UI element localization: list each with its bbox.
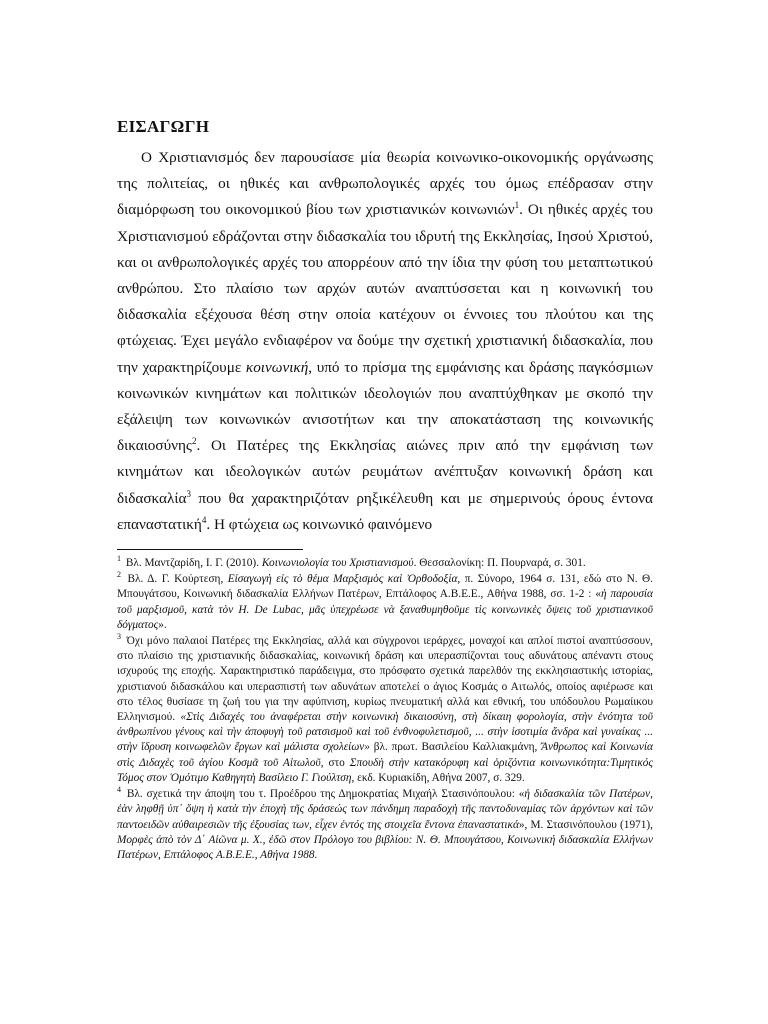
footnote-italic: ἡ παρουσία τοῦ μαρξισμοῦ, κατὰ τὸν Η. De Lubac, μᾶς ὑπεχρέωσε νὰ ξαναθυμηθοῦμε τὶς κοινωνικὲς ὄψεις τοῦ χριστιανικοῦ δόγματος bbox=[117, 588, 653, 631]
footnote-4 bbox=[117, 787, 653, 863]
footnote-1 bbox=[117, 556, 653, 571]
footnote-text: , στο bbox=[320, 756, 350, 769]
footnote-ref-3[interactable]: 3 bbox=[186, 488, 191, 499]
footnote-number: 4 bbox=[117, 785, 121, 795]
footnote-italic: «Στὶς Διδαχές του ἀναφέρεται στὴν κοινωνικὴ δικαιοσύνη, στὴ δίκαιη φορολογία, στὴν ἑνότητα τοῦ ἀνθρωπίνου γένους καὶ τὴν ἀποφυγὴ τοῦ ρατσισμοῦ καὶ τοῦ ἐνθνοφυλετισμοῦ, ... στὴν ἰσοτιμία ἄνδρα καὶ γυναίκας ... στὴν ἵδρυση κοινωφελῶν ἔργων καὶ μάλιστα σχολείων» bbox=[117, 711, 653, 754]
body-paragraph bbox=[117, 145, 653, 538]
footnote-italic: Σπουδὴ στὴν κατακόρυφη καὶ ὁριζόντια κοινωνικότητα:Τιμητικός Τόμος στον Ὁμότιμο Καθηγητὴ Βασίλειο Γ. Γιούλτση bbox=[117, 756, 653, 784]
body-text-part: , υπό το πρίσμα της εμφάνισης και δράσης παγκόσμιων κοινωνικών κινημάτων και πολιτικών ιδεολογιών που αναπτύχθηκαν με σκοπό την εξάλειψη των κοινωνικών ανισοτήτων και την αποκατάσταση της κοινωνικής δικαιοσύνης bbox=[117, 358, 653, 455]
footnote-text: , π. Σύνορο, 1964 σ. 131, εδώ στο Ν. Θ. Μπουγάτσου, Κοινωνική διδασκαλία Ελλήνων Πατέρων, Επτάλοφος Α.Β.Ε.Ε., Αθήνα 1988, σσ. 1-2 : « bbox=[117, 573, 653, 601]
footnotes bbox=[117, 556, 653, 863]
footnote-italic: Εἰσαγωγὴ εἰς τὸ θέμα Μαρξισμὸς καὶ Ὀρθοδοξία bbox=[227, 573, 458, 586]
footnote-text: Όχι μόνο παλαιοί Πατέρες της Εκκλησίας, αλλά και σύγχρονοι ιεράρχες, μοναχοί και απλοί πιστοί αναπτύσσουν, στο πλαίσιο της χριστιανικής διδασκαλίας, κοινωνική δράση και υπερασπίζονται τους αδυνάτους απέναντι στους ισχυρούς της εποχής. Χαρακτηριστικό παράδειγμα, στο πρόσφατο σχετικά παρελθόν της εκκλησιαστικής ιστορίας, χριστιανού διδασκάλου και υπερασπιστή των αδυνάτων αποτελεί ο άγιος Κοσμάς ο Αιτωλός, οποίος αφιέρωσε και στο τέλος θυσίασε τη ζωή του για την αφύπνιση, κυρίως πνευματική αλλά και εθνική, του υπόδουλου Ρωμαίικου Ελληνισμού. bbox=[117, 635, 653, 724]
footnote-text: Βλ. Δ. Γ. Κούρτεση, bbox=[123, 573, 228, 586]
body-text-part: . Η φτώχεια ως κοινωνικό φαινόμενο bbox=[206, 515, 433, 533]
emphasis-text: κοινωνική bbox=[245, 358, 309, 376]
footnote-ref-2[interactable]: 2 bbox=[191, 436, 197, 447]
document-page bbox=[117, 114, 653, 864]
footnote-italic: Ἄνθρωπος καὶ Κοινωνία στὶς Διδαχὲς τοῦ ἁγίου Κοσμᾶ τοῦ Αἰτωλοῦ bbox=[117, 741, 653, 769]
footnote-number: 2 bbox=[117, 570, 121, 580]
body-text-part: . Οι Πατέρες της Εκκλησίας αιώνες πριν από την εμφάνιση των κινημάτων και ιδεολογικών αυτών ρευμάτων ανέπτυξαν κοινωνική δράση και διδασκαλία bbox=[117, 437, 653, 507]
footnote-ref-4[interactable]: 4 bbox=[201, 514, 207, 525]
footnote-number: 3 bbox=[117, 632, 121, 642]
footnote-text: . Θεσσαλονίκη: Π. Πουρναρά, σ. 301. bbox=[413, 557, 586, 570]
footnote-separator bbox=[117, 549, 303, 550]
footnote-3 bbox=[117, 634, 653, 786]
footnote-text: ». bbox=[158, 618, 167, 631]
footnote-text: Βλ. Μαντζαρίδη, Ι. Γ. (2010). bbox=[123, 557, 262, 570]
footnote-italic: Μορφὲς ἀπὸ τὸν Δ΄ Αἰῶνα μ. Χ., ἐδῶ στον Πρόλογο του βιβλίου: Ν. Θ. Μπουγάτσου, Κοινωνική διδασκαλία Ελλήνων Πατέρων, Επτάλοφος Α.Β.Ε.Ε., Αθήνα 1988. bbox=[117, 833, 653, 861]
footnote-text: , εκδ. Κυριακίδη, Αθήνα 2007, σ. 329. bbox=[351, 771, 525, 784]
footnote-2 bbox=[117, 572, 653, 633]
footnote-number: 1 bbox=[117, 554, 121, 564]
section-heading: ΕΙΣΑΓΩΓΗ bbox=[117, 117, 210, 136]
footnote-ref-1[interactable]: 1 bbox=[514, 200, 520, 211]
body-text-part: . Οι ηθικές αρχές του Χριστιανισμού εδράζονται στην διδασκαλία του ιδρυτή της Εκκλησίας, Ιησού Χριστού, και οι ανθρωπολογικές αρχές του απορρέουν από την ίδια την φύση του μεταπτωτικού ανθρώπου. Στο πλαίσιο των αρχών αυτών αναπτύσσεται και η κοινωνική του διδασκαλία εξέχουσα θέση στην οποία κατέχουν οι έννοιες του πλούτου και της φτώχειας. Έχει μεγάλο ενδιαφέρον να δούμε την σχετική χριστιανική διδασκαλία, που την χαρακτηρίζουμε bbox=[117, 201, 653, 376]
body-text-part: Ο Χριστιανισμός δεν παρουσίασε μία θεωρία κοινωνικο-οικονομικής οργάνωσης της πολιτείας, οι ηθικές και ανθρωπολογικές αρχές του όμως επέδρασαν στην διαμόρφωση του οικονομικού βίου των χριστιανικών κοινωνιών bbox=[117, 149, 653, 219]
footnote-italic: Κοινωνιολογία του Χριστιανισμού bbox=[261, 557, 414, 570]
footnote-text: βλ. πρωτ. Βασιλείου Καλλιακμάνη, bbox=[369, 741, 542, 754]
footnote-text: », Μ. Στασινόπουλου (1971), bbox=[518, 818, 653, 831]
footnote-italic: ἡ διδασκαλία τῶν Πατέρων, ἐὰν ληφθῇ ὑπ᾽ ὄψη ἡ κατὰ τὴν ἐποχὴ τῆς δράσεώς των πάνδημη παραδοχὴ τῆς παντοδυναμίας τῶν ἀρχόντων καὶ τῶν παντοειδῶν αὐθαιρεσιῶν τῆς ἐξουσίας των, εἶχεν ἐντός της στοιχεῖα ἔντονα ἐπαναστατικά bbox=[117, 788, 653, 831]
body-text-part: που θα χαρακτηριζόταν ρηξικέλευθη και με σημερινούς όρους έντονα επαναστατική bbox=[117, 489, 653, 533]
footnote-text: Βλ. σχετικά την άποψη του τ. Προέδρου της Δημοκρατίας Μιχαήλ Στασινόπουλου: « bbox=[123, 788, 525, 801]
